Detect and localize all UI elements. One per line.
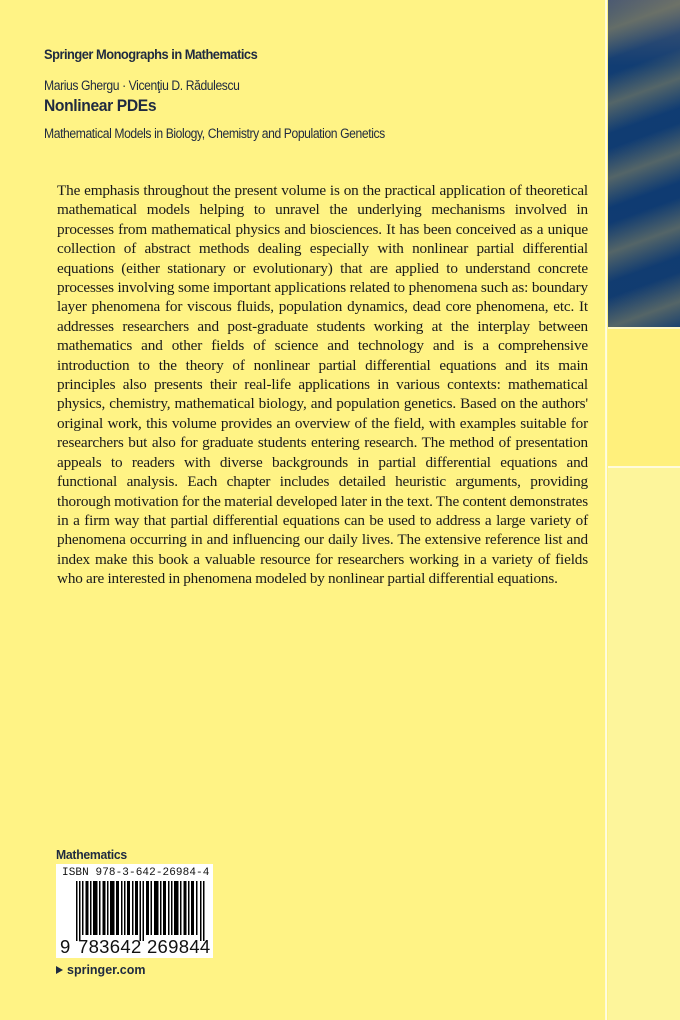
isbn-label: ISBN 978-3-642-26984-4 [62, 867, 210, 879]
ean-digits: 783642 269844 [78, 936, 211, 957]
triangle-right-icon [56, 966, 63, 974]
light-yellow-panel-block [608, 468, 680, 1020]
subject-category: Mathematics [56, 847, 127, 862]
description-paragraph: The emphasis throughout the present volume is on the practical application of theoretical mathematical models helping to unravel the underlying mechanisms involved in processes from mathematical physics and biosciences. It has been conceived as a unique collection of abstract methods dealing especially with nonlinear partial differential equations (either stationary or evolutionary) that are applied to understand concrete processes involving some important applications related to phenomena such as: boundary layer phenomena for viscous fluids, population dynamics, dead core phenomena, etc. It addresses researchers and post-graduate students working at the interplay between mathematics and other fields of science and technology and is a comprehensive introduction to the theory of nonlinear partial differential equations and its main principles also presents their real-life applications in various contexts: mathematical physics, chemistry, mathematical biology, and population genetics. Based on the authors' original work, this volume provides an overview of the field, with examples suitable for researchers but also for graduate students entering research. The method of presentation appeals to readers with diverse backgrounds in partial differential equations and functional analysis. Each chapter includes detailed heuristic arguments, providing thorough motivation for the material developed later in the text. The content demonstrates in a firm way that partial differential equations can be used to address a large variety of phenomena occurring in and influencing our daily lives. The extensive reference list and index make this book a valuable resource for researchers working in a variety of fields who are interested in phenomena modeled by nonlinear partial differential equations. [57, 182, 588, 588]
isbn-barcode [56, 864, 213, 958]
authors: Marius Ghergu · Vicenţiu D. Rădulescu [44, 78, 240, 93]
blue-gradient-panel [608, 0, 680, 327]
yellow-panel-block [608, 329, 680, 466]
spine-edge-line [605, 0, 607, 1020]
book-description [57, 181, 588, 589]
book-subtitle: Mathematical Models in Biology, Chemistry and Population Genetics [44, 126, 385, 141]
book-title: Nonlinear PDEs [44, 96, 157, 115]
ean-first-digit: 9 [60, 936, 71, 957]
barcode-icon [76, 881, 206, 941]
website-label: springer.com [67, 963, 146, 977]
publisher-website[interactable] [56, 963, 146, 977]
series-name: Springer Monographs in Mathematics [44, 46, 258, 62]
